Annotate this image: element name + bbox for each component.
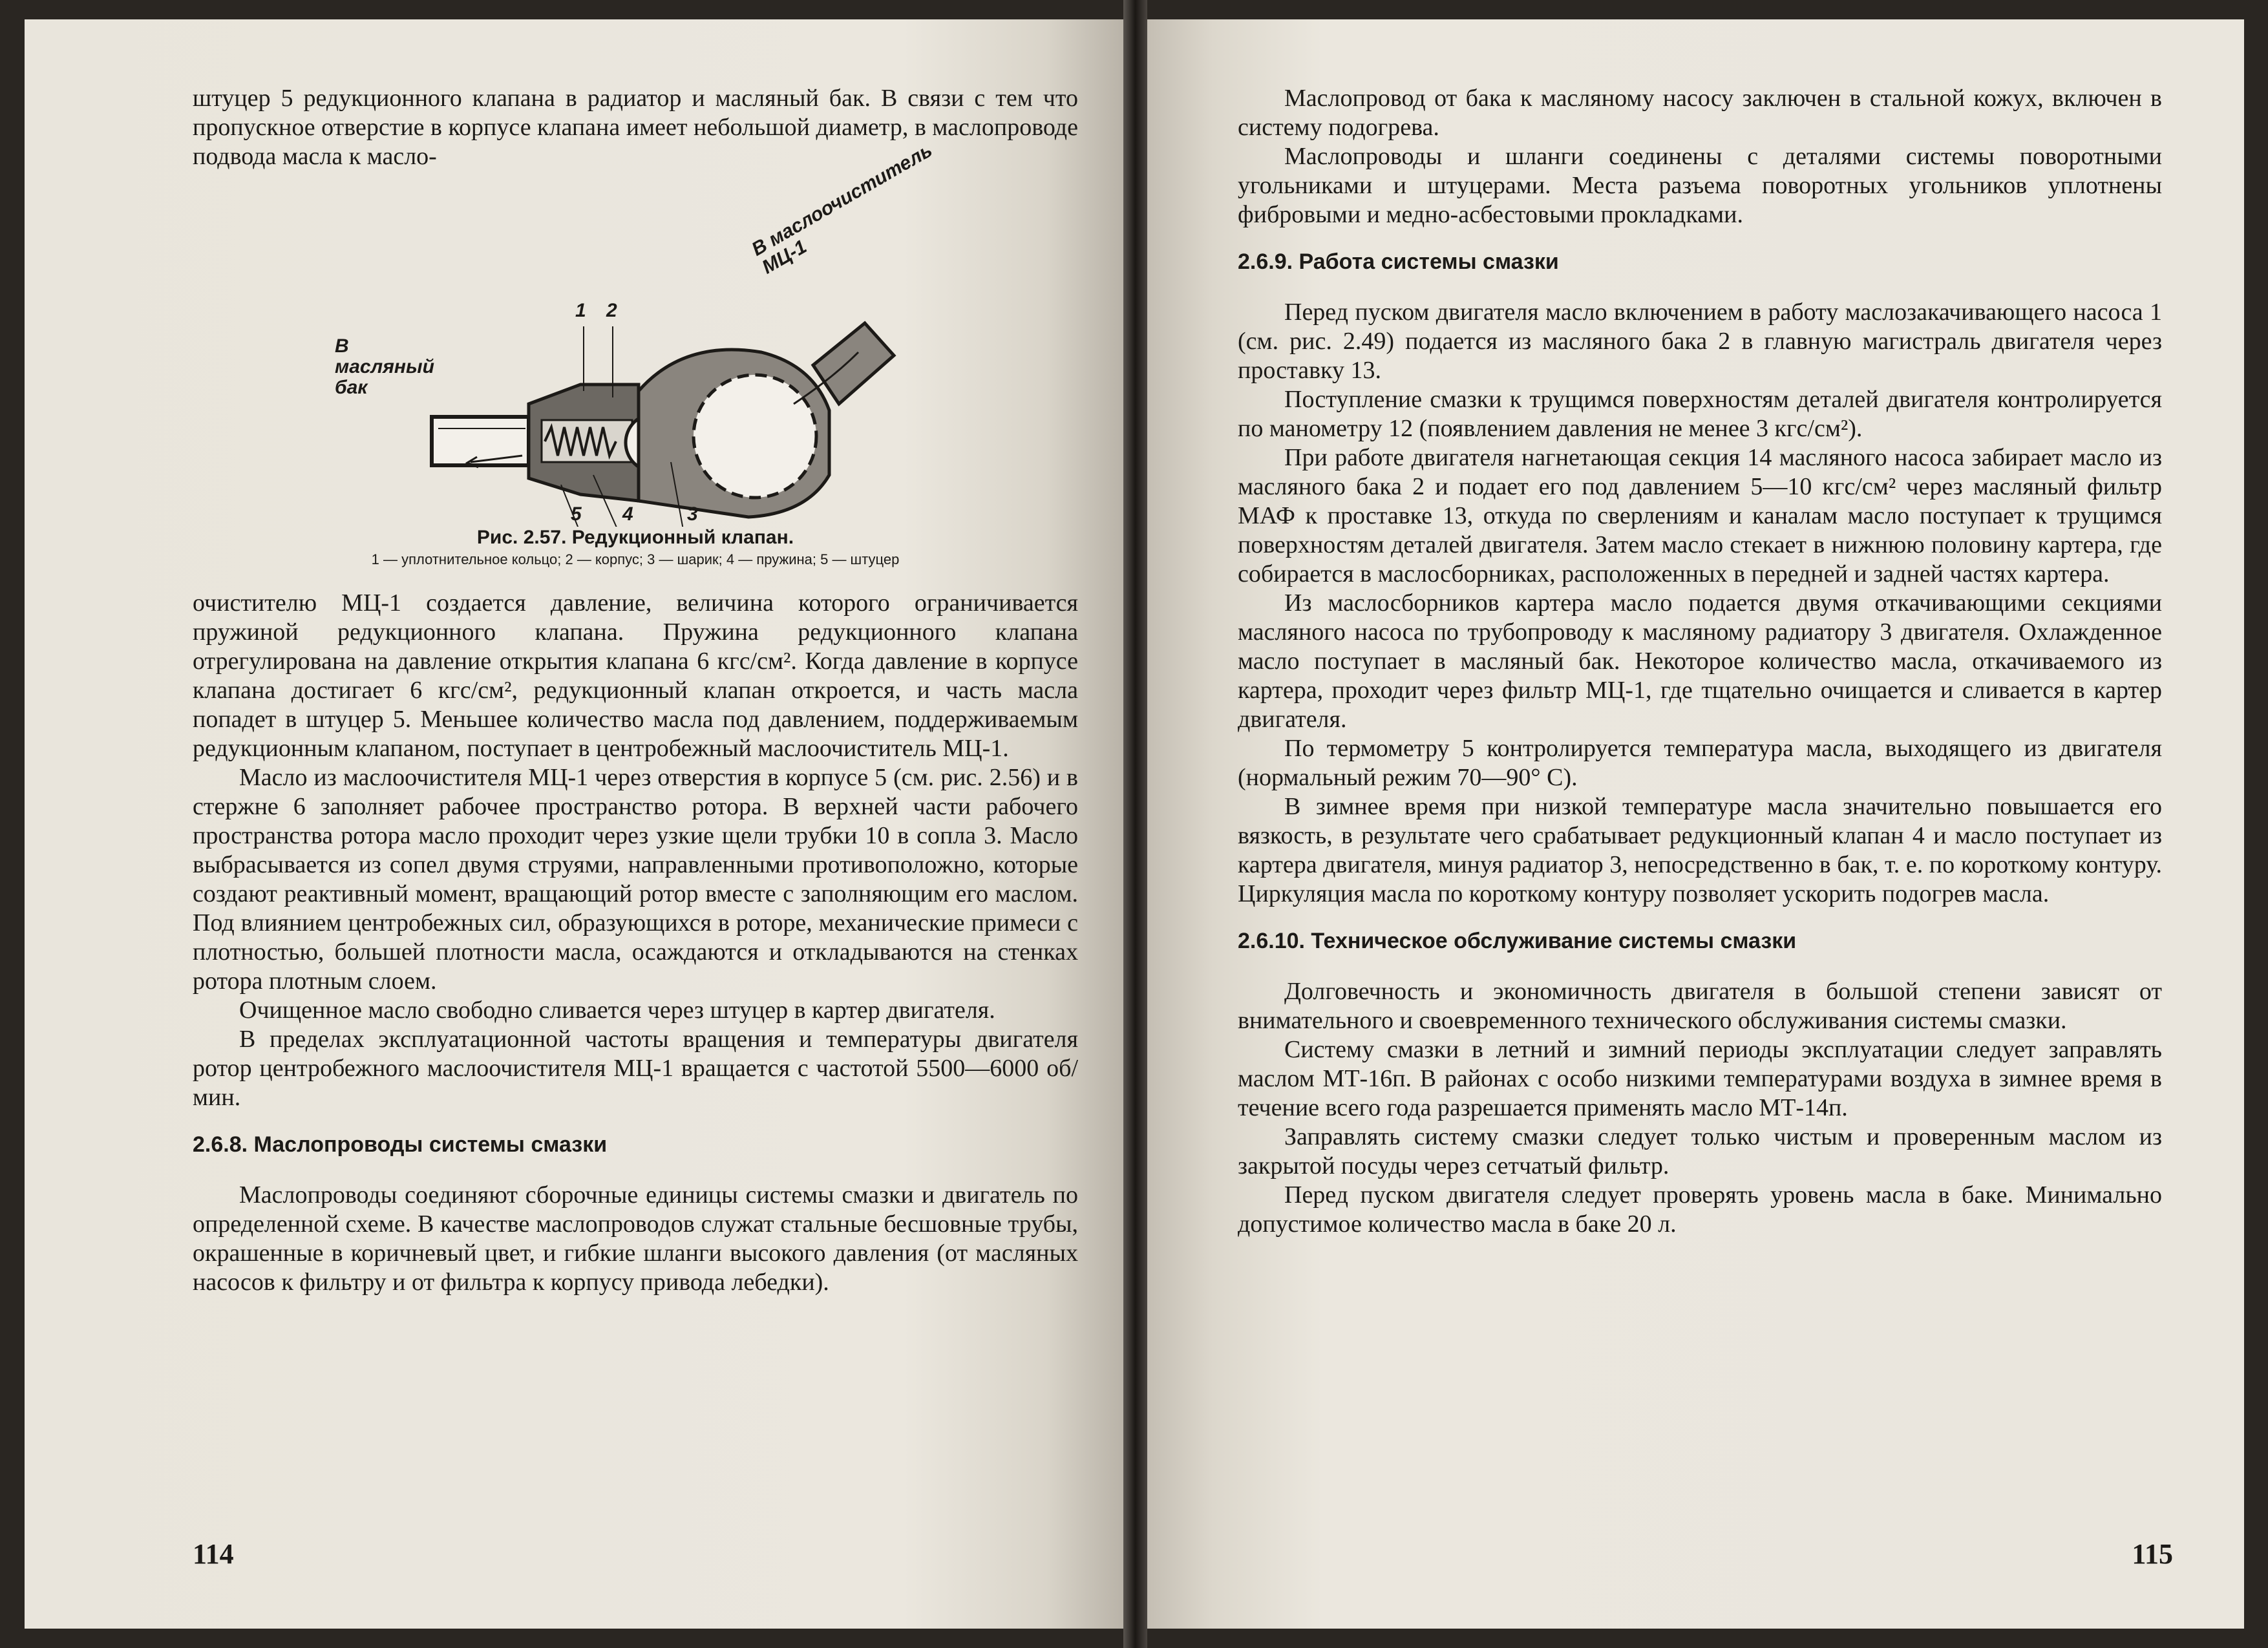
paragraph: Заправлять систему смазки следует только чистым и проверенным маслом из закрытой посуды через сетчатый фильтр. [1238,1123,2162,1179]
section-heading: 2.6.9. Работа системы смазки [1238,249,1559,274]
callout-2: 2 [606,300,617,321]
paragraph: Поступление смазки к трущимся поверхностям деталей двигателя контролируется по манометру 12 (появлением давления не менее 3 кгс/см²). [1238,386,2162,442]
caption-legend: 1 — уплотнительное кольцо; 2 — корпус; 3 — шарик; 4 — пружина; 5 — штуцер [371,551,900,567]
paragraph: Маслопровод от бака к масляному насосу заключен в стальной кожух, включен в систему подогрева. [1238,85,2162,141]
page-number: 115 [2132,1538,2173,1570]
caption-title: Рис. 2.57. Редукционный клапан. [476,527,794,548]
figure-caption [193,527,1078,571]
label-to-oil-filter: В маслоочиститель МЦ-1 [748,139,936,279]
right-page [1147,19,2244,1629]
paragraph: очистителю МЦ-1 создается давление, величина которого ограничивается пружиной редукционного клапана. Пружина редукционного клапана отрегулирована на давление открытия клапана 6 кгс/см². Когда давление в корпусе клапана достигает 6 кгс/см², редукционный клапан откроется, и часть масла попадет в штуцер 5. Меньшее количество масла под давлением, поддерживаемым редукционным клапаном, поступает в центробежный маслоочиститель МЦ-1. [193,589,1078,762]
left-page-text [193,84,1078,1297]
paragraph: По термометру 5 контролируется температура масла, выходящего из двигателя (нормальный режим 70—90° С). [1238,735,2162,791]
paragraph: Из маслосборников картера масло подается двумя откачивающими секциями масляного насоса по трубопроводу к масляному радиатору 3 двигателя. Охлажденное масло поступает в масляный бак. Некоторое количество масла, откачиваемого из картера, проходит через фильтр МЦ-1, где тщательно очищается и сливается в картер двигателя. [1238,589,2162,733]
right-page-text [1238,84,2162,1239]
label-to-oil-tank: В масляный бак [335,335,434,398]
valve-drawing [193,191,1078,527]
inlet-pipe [432,417,529,465]
section-heading: 2.6.8. Маслопроводы системы смазки [193,1132,608,1157]
paragraph: В зимнее время при низкой температуре масла значительно повышается его вязкость, в результате чего срабатывает редукционный клапан 4 и масло поступает из картера двигателя, минуя радиатор 3, непосредственно в бак, т. е. по короткому контуру. Циркуляция масла по короткому контуру позволяет ускорить подогрев масла. [1238,793,2162,907]
callout-5: 5 [571,503,582,525]
outlet-pipe [813,323,894,404]
callout-1: 1 [575,300,586,321]
callout-4: 4 [622,503,633,525]
paragraph: В пределах эксплуатационной частоты вращения и температуры двигателя ротор центробежного маслоочистителя МЦ-1 вращается с частотой 5500—6000 об/мин. [193,1026,1078,1111]
page-number: 114 [193,1538,234,1570]
paragraph: Маслопроводы соединяют сборочные единицы системы смазки и двигатель по определенной схеме. В качестве маслопроводов служат стальные бесшовные трубы, окрашенные в коричневый цвет, и гибкие шланги высокого давления (от масляных насосов к фильтру и от фильтра к корпусу привода лебедки). [193,1181,1078,1296]
paragraph: Долговечность и экономичность двигателя в большой степени зависят от внимательного и своевременного технического обслуживания системы смазки. [1238,978,2162,1034]
paragraph: Систему смазки в летний и зимний периоды эксплуатации следует заправлять маслом МТ-16п. В районах с особо низкими температурами воздуха в зимнее время в течение всего года разрешается применять масло МТ-14п. [1238,1036,2162,1121]
callout-3: 3 [687,503,698,525]
paragraph: Маслопроводы и шланги соединены с деталями системы поворотными угольниками и штуцерами. Места разъема поворотных угольников уплотнены фибровыми и медно-асбестовыми прокладками. [1238,143,2162,228]
section-heading: 2.6.10. Техническое обслуживание системы смазки [1238,929,1797,953]
paragraph: Очищенное масло свободно сливается через штуцер в картер двигателя. [239,997,995,1024]
paragraph: При работе двигателя нагнетающая секция 14 масляного насоса забирает масло из масляного бака 2 и подает его под давлением 5—10 кгс/см² через масляный фильтр МАФ к проставке 13, откуда по сверлениям и каналам масло поступает к трущимся поверхностям деталей двигателя. Затем масло стекает в нижнюю половину картера, где собирается в маслосборниках, расположенных в передней и задней частях картера. [1238,444,2162,587]
paragraph: Перед пуском двигателя масло включением в работу маслозакачивающего насоса 1 (см. рис. 2.49) подается из масляного бака 2 в главную магистраль двигателя через проставку 13. [1238,299,2162,384]
book-gutter [1123,0,1147,1648]
figure-reduction-valve [193,139,1078,527]
paragraph: штуцер 5 редукционного клапана в радиатор и масляный бак. В связи с тем что пропускное отверстие в корпусе клапана имеет небольшой диаметр, в маслопроводе подвода масла к масло- [193,85,1078,170]
paragraph: Масло из маслоочистителя МЦ-1 через отверстия в корпусе 5 (см. рис. 2.56) и в стержне 6 заполняет рабочее пространство ротора. В верхней части рабочего пространства ротора масло проходит через узкие щели трубки 10 в сопла 3. Масло выбрасывается из сопел двумя струями, направленными противоположно, которые создают реактивный момент, вращающий ротор вместе с заполняющим его маслом. Под влиянием центробежных сил, образующихся в роторе, механические примеси с плотностью, большей плотности масла, осаждаются и откладываются на стенках ротора плотным слоем. [193,764,1078,995]
left-page [25,19,1123,1629]
paragraph: Перед пуском двигателя следует проверять уровень масла в баке. Минимально допустимое количество масла в баке 20 л. [1238,1181,2162,1238]
